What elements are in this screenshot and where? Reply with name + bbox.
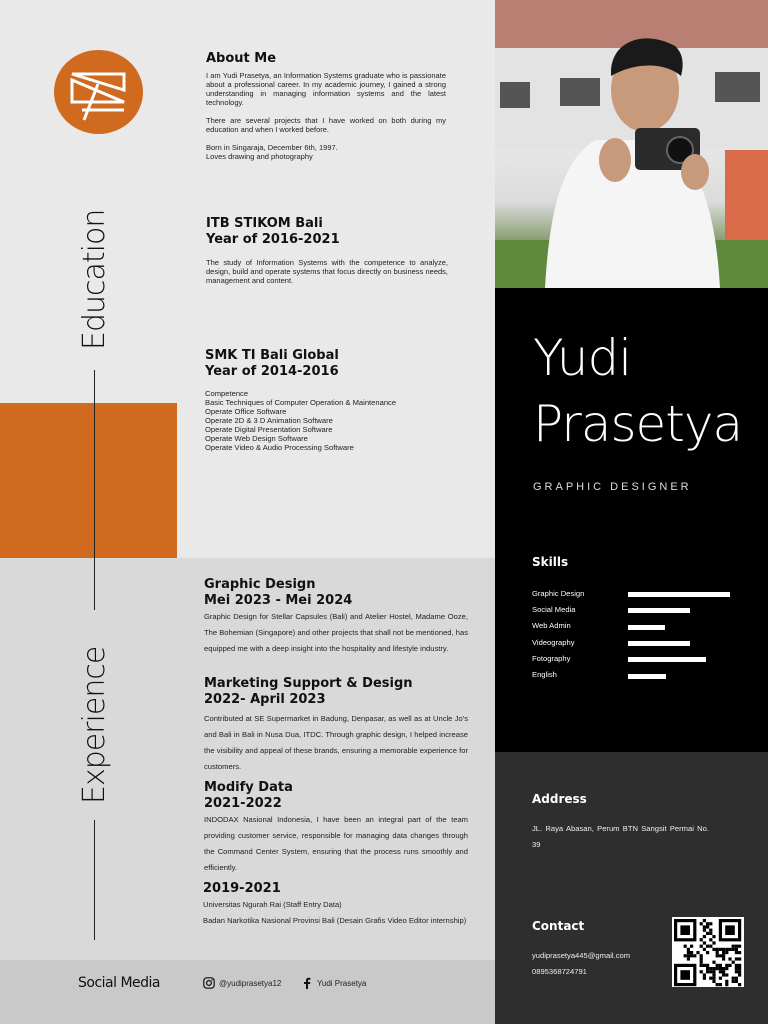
email-link[interactable]: yudiprasetya445@gmail.com [532, 951, 631, 960]
skill-bar [628, 657, 706, 662]
list-item: Competence [205, 389, 249, 398]
skill-bar [628, 674, 666, 679]
accent-block [0, 403, 177, 558]
education-item [206, 216, 448, 285]
experience-divider [94, 820, 95, 940]
education-item [205, 348, 455, 452]
experience-item [204, 577, 468, 657]
qr-code-icon [672, 917, 744, 987]
education-school: SMK TI Bali Global [205, 348, 339, 363]
address-text: JL. Raya Abasan, Perum BTN Sangsit Permai No. 39 [532, 824, 709, 849]
education-label: Education [77, 209, 112, 350]
profile-photo [495, 0, 768, 288]
skills-heading: Skills [532, 555, 569, 569]
skill-label: Web Admin [532, 621, 571, 630]
skill-bar [628, 592, 730, 597]
logo-mark-icon [54, 50, 143, 134]
experience-label: Experience [77, 646, 112, 804]
list-item: Operate 2D & 3 D Animation Software [205, 416, 333, 425]
experience-item [203, 881, 473, 929]
last-name: Prasetya [533, 395, 743, 453]
social-media-label: Social Media [78, 975, 161, 991]
about-hobby: Loves drawing and photography [206, 152, 313, 161]
contact-heading: Contact [532, 919, 585, 933]
first-name: Yudi [533, 329, 632, 387]
education-school: ITB STIKOM Bali [206, 216, 323, 231]
list-item: Operate Digital Presentation Software [205, 425, 333, 434]
skill-label: Social Media [532, 605, 576, 614]
experience-item [204, 676, 468, 775]
phone-number: 0895368724791 [532, 967, 587, 976]
list-item: Operate Office Software [205, 407, 287, 416]
skill-label: Graphic Design [532, 589, 585, 598]
about-heading: About Me [206, 51, 277, 66]
education-competence-list [205, 389, 455, 452]
about-born: Born in Singaraja, December 6th, 1997. [206, 143, 338, 152]
list-item: Operate Web Design Software [205, 434, 308, 443]
experience-title: Marketing Support & Design [204, 676, 413, 691]
experience-line: Universitas Ngurah Rai (Staff Entry Data) [203, 900, 342, 909]
skill-label: English [532, 670, 557, 679]
instagram-icon [203, 977, 215, 989]
education-years: Year of 2016-2021 [206, 232, 340, 247]
photo-illustration [495, 0, 768, 288]
experience-period: Mei 2023 - Mei 2024 [204, 593, 353, 608]
experience-line: Badan Narkotika Nasional Provinsi Bali (Desain Grafis Video Editor internship) [203, 916, 467, 925]
experience-title: Graphic Design [204, 577, 316, 592]
facebook-link[interactable] [303, 977, 366, 989]
facebook-name: Yudi Prasetya [317, 978, 367, 988]
instagram-handle: @yudiprasetya12 [219, 978, 282, 988]
facebook-icon [303, 977, 311, 989]
about-paragraph-2: There are several projects that I have worked on both during my education and when I worked before. [206, 116, 446, 134]
skill-label: Fotography [532, 654, 571, 663]
about-section [206, 51, 446, 161]
experience-title: Modify Data [204, 780, 293, 795]
experience-item [204, 780, 468, 876]
list-item: Operate Video & Audio Processing Software [205, 443, 354, 452]
education-description: The study of Information Systems with the competence to analyze, design, build and operate systems that focus directly on business needs, management and content. [206, 258, 448, 285]
experience-period: 2022- April 2023 [204, 692, 326, 707]
experience-description: Contributed at SE Supermarket in Badung, Denpasar, as well as at Uncle Jo's and Bali in Bali in Nusa Dua, ITDC. Through graphic design, I helped increase the visibility and appeal of these brands, ensuring a memorable experience for customers. [204, 714, 468, 771]
list-item: Basic Techniques of Computer Operation & Maintenance [205, 398, 397, 407]
address-heading: Address [532, 792, 587, 806]
skill-bar [628, 608, 690, 613]
experience-period: 2021-2022 [204, 796, 282, 811]
job-title: GRAPHIC DESIGNER [533, 481, 692, 493]
qr-code[interactable] [672, 917, 744, 987]
experience-description: Graphic Design for Stellar Capsules (Bali) and Atelier Hostel, Madame Ooze, The Bohemian (Singapore) and other projects that shall not be mentioned, has equipped me with a deep insight into the hospitality and lifestyle industry. [204, 612, 468, 653]
experience-period: 2019-2021 [203, 881, 281, 896]
skill-bar [628, 641, 690, 646]
skill-bar [628, 625, 665, 630]
education-years: Year of 2014-2016 [205, 364, 339, 379]
skill-label: Videography [532, 638, 575, 647]
education-divider [94, 370, 95, 610]
instagram-link[interactable] [203, 977, 281, 989]
logo [54, 50, 143, 134]
about-paragraph-1: I am Yudi Prasetya, an Information Systems graduate who is passionate about a professional career. In my academic journey, I gained a strong understanding in managing information systems and the latest technology. [206, 71, 446, 107]
social-media-bar [0, 960, 495, 1024]
experience-description: INDODAX Nasional Indonesia, I have been an integral part of the team providing customer service, responsible for managing data changes through the Command Center System, ensuring that the process runs smoothly and efficiently. [204, 815, 468, 872]
